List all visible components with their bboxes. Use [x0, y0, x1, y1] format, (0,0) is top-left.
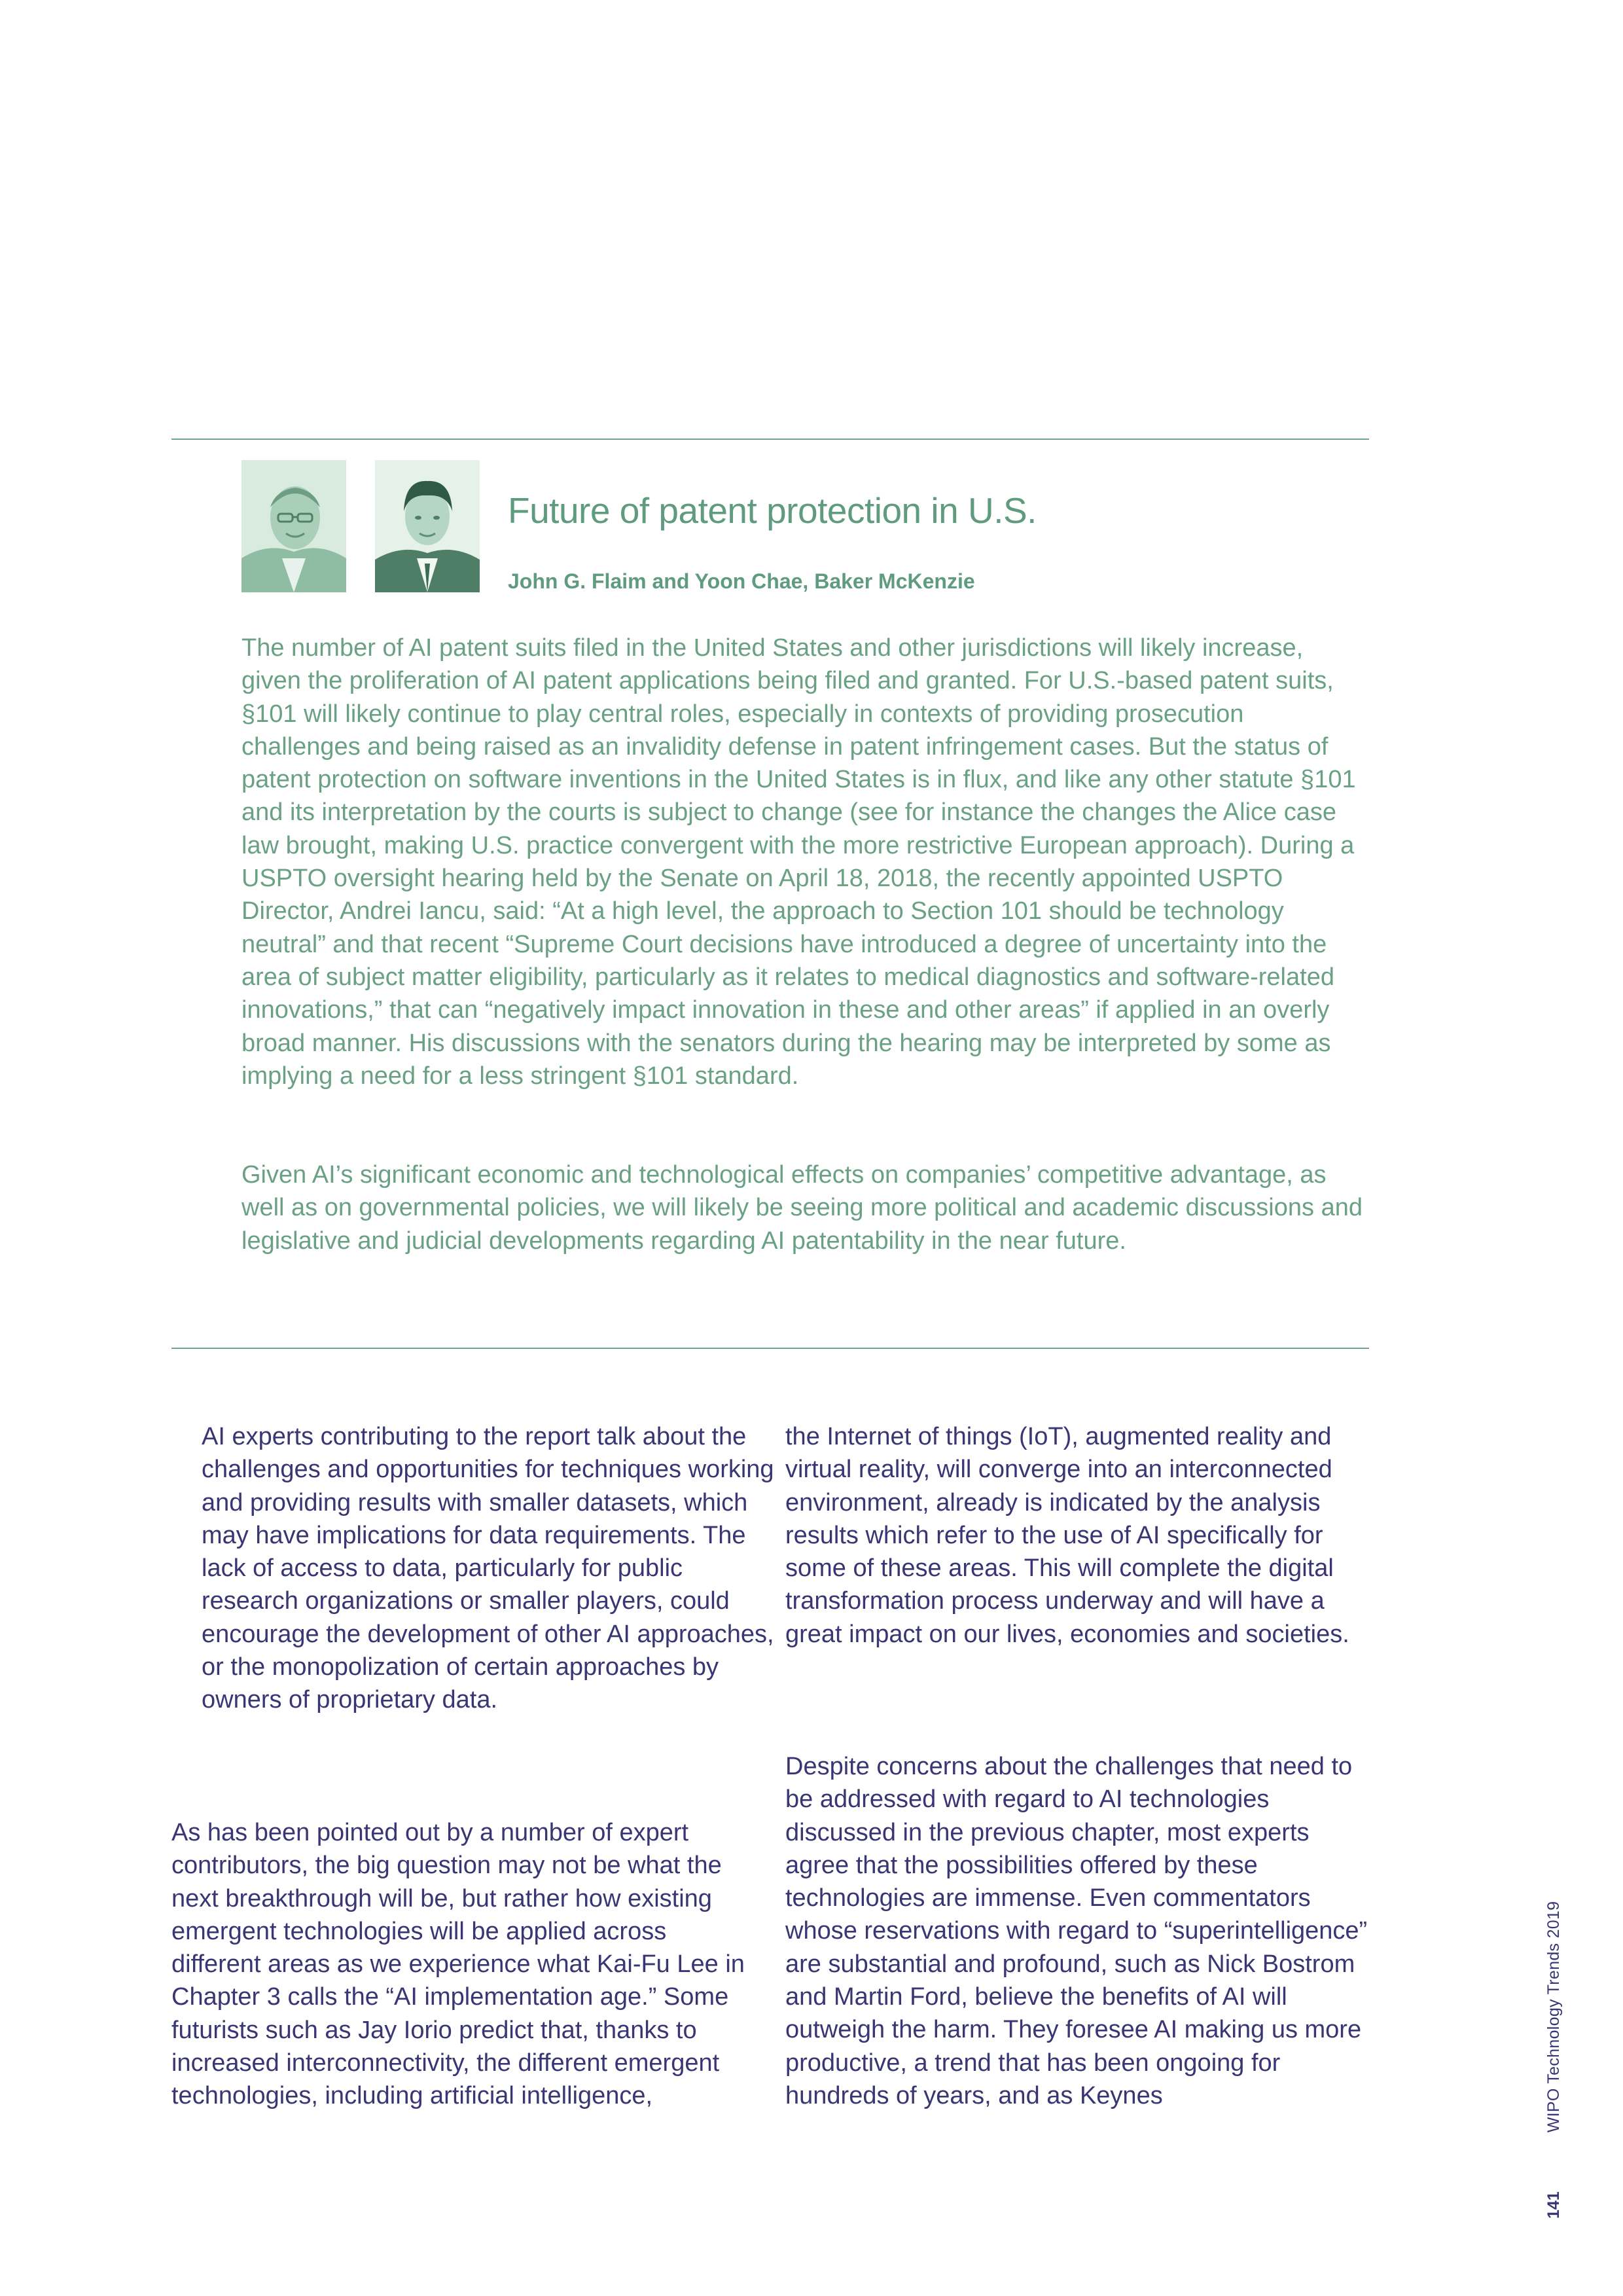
- body-paragraph: AI experts contributing to the report talk about the challenges and opportunities for techniques working and providing results with smaller datasets, which may have implications for data requirements. The lack of access to data, particularly for public research organizations or smaller players, could encourage the development of other AI approaches, or the monopolization of certain approaches by owners of proprietary data.: [202, 1423, 774, 1714]
- body-paragraph: Despite concerns about the challenges that need to be addressed with regard to AI technologies discussed in the previous chapter, most experts agree that the possibilities offered by these technologies are immense. Even commentators whose reservations with regard to “superintelligence” are substantial and profound, such as Nick Bostrom and Martin Ford, believe the benefits of AI will outweigh the harm. They foresee AI making us more productive, a trend that has been ongoing for hundreds of years, and as Keynes: [785, 1753, 1368, 2109]
- author-photo-chae: [375, 460, 480, 592]
- author-photo-flaim: [241, 460, 346, 592]
- bottom-divider: [171, 1348, 1369, 1349]
- body-paragraph: As has been pointed out by a number of expert contributors, the big question may not be what the next breakthrough will be, but rather how existing emergent technologies will be applied across different areas as we experience what Kai-Fu Lee in Chapter 3 calls the “AI implementation age.” Some futurists such as Jay Iorio predict that, thanks to increased interconnectivity, the different emergent technologies, including artificial intelligence,: [171, 1819, 745, 2110]
- publication-title: WIPO Technology Trends 2019: [1544, 1901, 1563, 2133]
- box-title: Future of patent protection in U.S.: [508, 490, 1037, 531]
- box-paragraph: Given AI’s significant economic and technological effects on companies’ competitive advantage, as well as on governmental policies, we will likely be seeing more political and academic discussions and legislative and judicial developments regarding AI patentability in the near future.: [241, 1161, 1363, 1255]
- running-footer: [1544, 1901, 1563, 2219]
- top-divider: [171, 439, 1369, 440]
- body-paragraph: the Internet of things (IoT), augmented reality and virtual reality, will converge into an interconnected environment, already is indicated by the analysis results which refer to the use of AI specifically for some of these areas. This will complete the digital transformation process underway and will have a great impact on our lives, economies and societies.: [785, 1423, 1349, 1648]
- box-paragraph: The number of AI patent suits filed in the United States and other jurisdictions will likely increase, given the proliferation of AI patent applications being filed and granted. For U.S.-based patent suits, §101 will likely continue to play central roles, especially in contexts of providing prosecution challenges and being raised as an invalidity defense in patent infringement cases. But the status of patent protection on software inventions in the United States is in flux, and like any other statute §101 and its interpretation by the courts is subject to change (see for instance the changes the Alice case law brought, making U.S. practice convergent with the more restrictive European approach). During a USPTO oversight hearing held by the Senate on April 18, 2018, the recently appointed USPTO Director, Andrei Iancu, said: “At a high level, the approach to Section 101 should be technology neutral” and that recent “Supreme Court decisions have introduced a degree of uncertainty into the area of subject matter eligibility, particularly as it relates to medical diagnostics and software-related innovations,” that can “negatively impact innovation in these and other areas” if applied in an overly broad manner. His discussions with the senators during the hearing may be interpreted by some as implying a need for a less stringent §101 standard.: [241, 634, 1356, 1090]
- page-number: 141: [1544, 2191, 1563, 2219]
- box-authors: John G. Flaim and Yoon Chae, Baker McKenzie: [508, 569, 975, 593]
